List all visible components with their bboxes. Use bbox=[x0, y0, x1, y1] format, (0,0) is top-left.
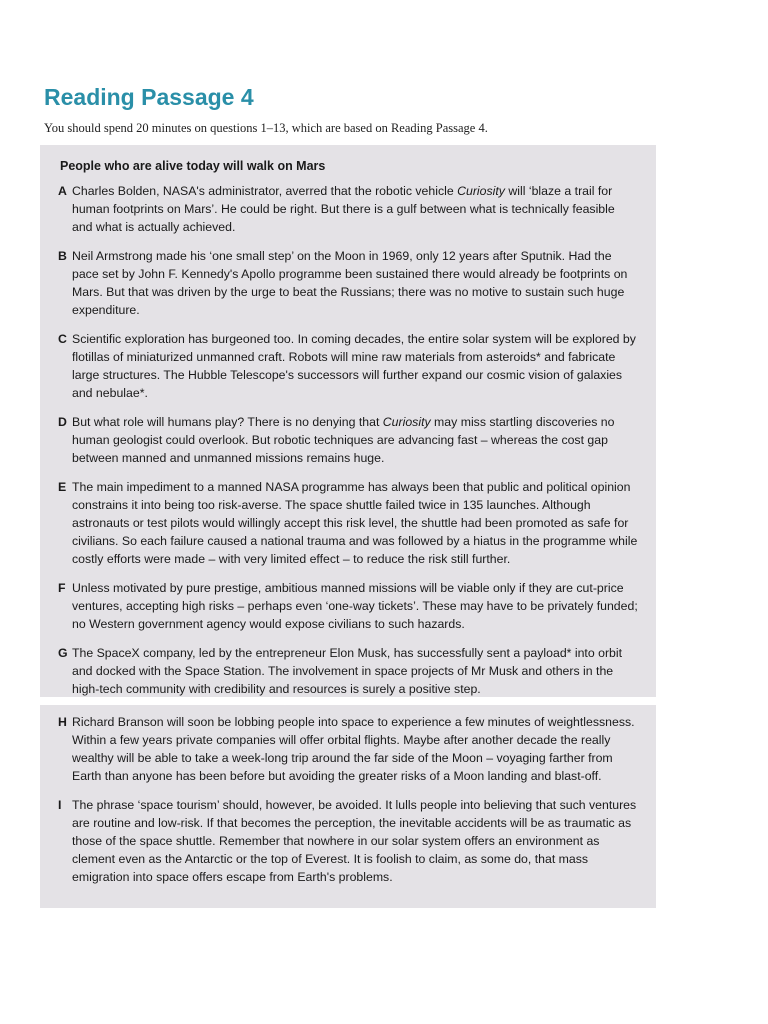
paragraph-b bbox=[58, 247, 638, 319]
paragraph-text: Richard Branson will soon be lobbing people into space to experience a few minutes of weightlessness. Within a few years private companies will offer orbital flights. Maybe after another decade the really wealthy will be able to take a week-long trip around the far side of the Moon – voyaging farther from Earth than anyone has been before but avoiding the greater risks of a Moon landing and blast-off. bbox=[72, 715, 635, 783]
paragraph-d bbox=[58, 413, 638, 467]
paragraph-a bbox=[58, 182, 638, 236]
paragraph-text: But what role will humans play? There is no denying that Curiosity may miss startling discoveries no human geologist could overlook. But robotic techniques are advancing fast – whereas the cost gap between manned and unmanned missions remains huge. bbox=[72, 415, 615, 465]
paragraph-g bbox=[58, 644, 638, 698]
paragraph-letter: G bbox=[58, 646, 68, 660]
paragraph-c bbox=[58, 330, 638, 402]
paragraph-text: The main impediment to a manned NASA programme has always been that public and political opinion constrains it into being too risk-averse. The space shuttle failed twice in 135 launches. Although astronauts or test pilots would willingly accept this risk level, the shuttle had been promoted as safe for civilians. So each failure caused a national trauma and was followed by a hiatus in the programme while costly efforts were made – with very limited effect – to reduce the risk still further. bbox=[72, 480, 638, 566]
paragraph-i bbox=[58, 796, 638, 886]
paragraph-text: Scientific exploration has burgeoned too. In coming decades, the entire solar system will be explored by flotillas of miniaturized unmanned craft. Robots will mine raw materials from asteroids* and fabricate large structures. The Hubble Telescope's successors will further expand our cosmic vision of galaxies and nebulae*. bbox=[72, 332, 636, 400]
passage-box-top bbox=[40, 145, 656, 697]
paragraph-letter: F bbox=[58, 581, 66, 595]
paragraph-letter: B bbox=[58, 249, 67, 263]
paragraph-text: Charles Bolden, NASA's administrator, averred that the robotic vehicle Curiosity will ‘blaze a trail for human footprints on Mars’. He could be right. But there is a gulf between what is technically feasible and what is actually achieved. bbox=[72, 184, 615, 234]
paragraph-letter: H bbox=[58, 715, 67, 729]
paragraph-text: Neil Armstrong made his ‘one small step’ on the Moon in 1969, only 12 years after Sputnik. Had the pace set by John F. Kennedy's Apollo programme been sustained there would already be footprints on Mars. But that was driven by the urge to beat the Russians; there was no motive to sustain such huge expenditure. bbox=[72, 249, 628, 317]
paragraph-letter: E bbox=[58, 480, 67, 494]
paragraph-e bbox=[58, 478, 638, 568]
paragraph-letter: C bbox=[58, 332, 67, 346]
instruction-text: You should spend 20 minutes on questions 1–13, which are based on Reading Passage 4. bbox=[44, 121, 488, 135]
paragraph-h bbox=[58, 713, 638, 785]
paragraph-text: The phrase ‘space tourism’ should, however, be avoided. It lulls people into believing that such ventures are routine and low-risk. If that becomes the perception, the inevitable accidents will be as traumatic as those of the space shuttle. Remember that nowhere in our solar system offers an environment as clement even as the Antarctic or the top of Everest. It is foolish to claim, as some do, that mass emigration into space offers escape from Earth's problems. bbox=[72, 798, 637, 884]
paragraph-text: The SpaceX company, led by the entrepreneur Elon Musk, has successfully sent a payload* into orbit and docked with the Space Station. The involvement in space projects of Mr Musk and others in the high-tech community with credibility and resources is surely a positive step. bbox=[72, 646, 623, 696]
passage-box-bottom bbox=[40, 705, 656, 908]
paragraph-f bbox=[58, 579, 638, 633]
paragraph-letter: A bbox=[58, 184, 67, 198]
paragraph-text: Unless motivated by pure prestige, ambitious manned missions will be viable only if they are cut-price ventures, accepting high risks – perhaps even ‘one-way tickets’. These may have to be privately funded; no Western government agency would expose civilians to such hazards. bbox=[72, 581, 638, 631]
paragraph-letter: I bbox=[58, 798, 62, 812]
passage-title: People who are alive today will walk on Mars bbox=[60, 159, 326, 173]
page-heading: Reading Passage 4 bbox=[44, 84, 254, 110]
paragraph-letter: D bbox=[58, 415, 67, 429]
